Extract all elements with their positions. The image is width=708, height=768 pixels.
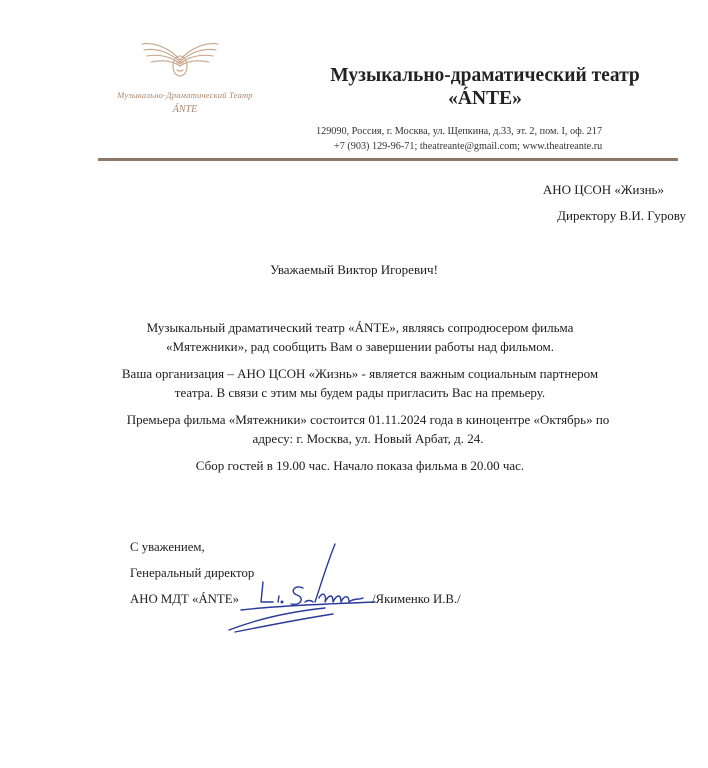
theatre-title-line2: «ÁNTE» [448, 88, 522, 109]
address-line: 129090, Россия, г. Москва, ул. Щепкина, д.33, эт. 2, пом. I, оф. 217 [316, 126, 603, 137]
letterhead-divider [98, 158, 678, 161]
closing-organization: АНО МДТ «ÁNTE» [130, 592, 239, 606]
recipient-addressee: Директору В.И. Гурову [557, 208, 686, 223]
body-paragraph-2: Ваша организация – АНО ЦСОН «Жизнь» - является важным социальным партнером театра. В связи с этим мы будем рады пригласить Вас на премьеру. [121, 366, 599, 400]
closing-regards: С уважением, [130, 540, 205, 554]
winged-mask-icon [140, 30, 220, 90]
body-paragraph-4: Сбор гостей в 19.00 час. Начало показа фильма в 20.00 час. [195, 458, 525, 473]
signer-name: /Якименко И.В./ [372, 592, 461, 606]
logo-script-text: Музыкально-Драматический Театр [117, 90, 253, 100]
logo-mark-text: ÁNTE [172, 104, 198, 115]
contacts-line: +7 (903) 129-96-71; theatreante@gmail.com; www.theatreante.ru [334, 141, 603, 152]
recipient-organization: АНО ЦСОН «Жизнь» [542, 182, 664, 197]
body-paragraph-3: Премьера фильма «Мятежники» состоится 01.11.2024 года в киноцентре «Октябрь» по адресу: г. Москва, ул. Новый Арбат, д. 24. [126, 412, 610, 446]
body-paragraph-1: Музыкальный драматический театр «ÁNTE», являясь сопродюсером фильма «Мятежники», рад сообщить Вам о завершении работы над фильмом. [146, 320, 574, 354]
theatre-title [300, 64, 670, 110]
theatre-logo [100, 30, 270, 130]
handwritten-signature [215, 540, 390, 640]
closing-position: Генеральный директор [130, 566, 255, 580]
theatre-title-line1: Музыкально-драматический театр [330, 65, 640, 86]
salutation: Уважаемый Виктор Игоревич! [270, 262, 438, 277]
